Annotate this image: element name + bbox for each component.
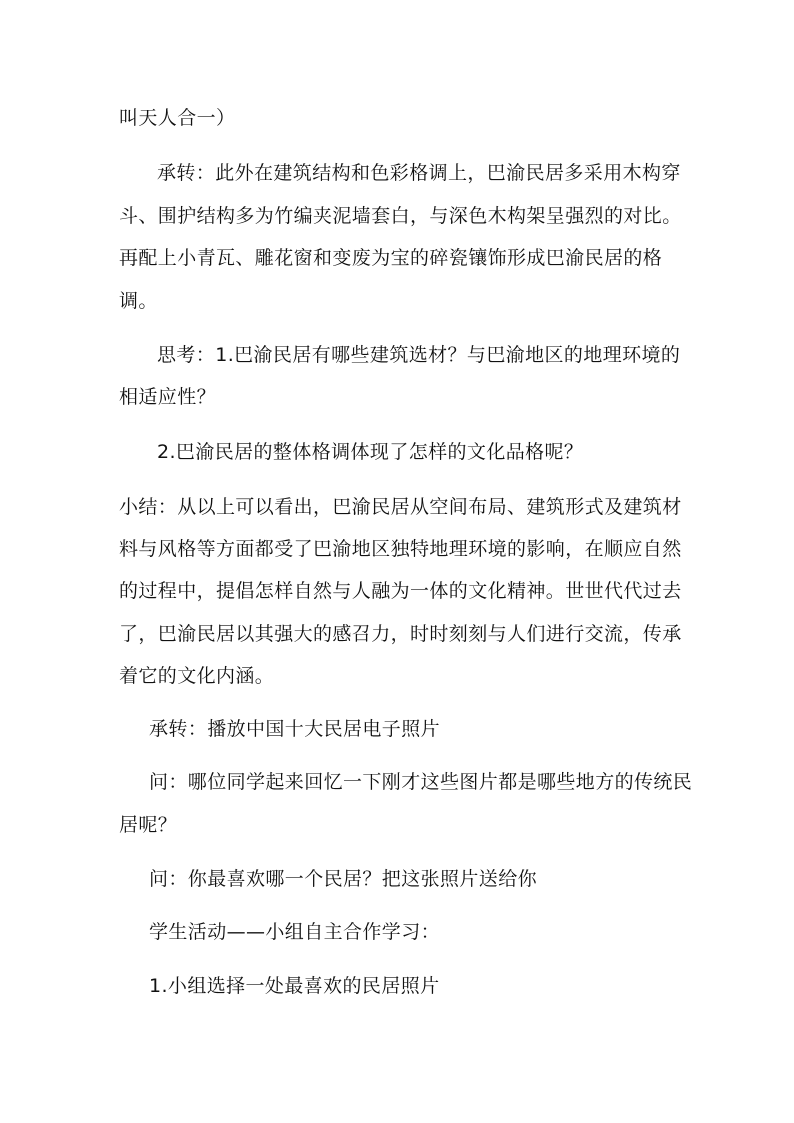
text-line-18: 学生活动——小组自主合作学习： <box>149 921 441 943</box>
text-line-19: 1.小组选择一处最喜欢的民居照片 <box>149 975 440 997</box>
text-line-4: 再配上小青瓦、雕花窗和变废为宝的碎瓷镶饰形成巴渝民居的格 <box>119 247 663 269</box>
text-line-15: 问：哪位同学起来回忆一下刚才这些图片都是哪些地方的传统民 <box>149 771 693 793</box>
text-line-16: 居呢？ <box>119 814 178 836</box>
text-line-11: 的过程中，提倡怎样自然与人融为一体的文化精神。世世代代过去 <box>119 580 682 602</box>
text-line-9: 小结：从以上可以看出，巴渝民居从空间布局、建筑形式及建筑材 <box>119 496 682 518</box>
text-line-7: 相适应性？ <box>119 386 217 408</box>
text-line-14: 承转：播放中国十大民居电子照片 <box>149 718 441 740</box>
text-line-10: 料与风格等方面都受了巴渝地区独特地理环境的影响，在顺应自然 <box>119 538 682 560</box>
text-line-8: 2.巴渝民居的整体格调体现了怎样的文化品格呢？ <box>157 441 584 463</box>
text-line-2: 承转：此外在建筑结构和色彩格调上，巴渝民居多采用木构穿 <box>157 162 681 184</box>
text-line-12: 了，巴渝民居以其强大的感召力，时时刻刻与人们进行交流，传承 <box>119 623 682 645</box>
text-line-13: 着它的文化内涵。 <box>119 665 275 687</box>
text-line-5: 调。 <box>119 290 158 312</box>
text-line-3: 斗、围护结构多为竹编夹泥墙套白，与深色木构架呈强烈的对比。 <box>119 205 682 227</box>
text-line-6: 思考：1.巴渝民居有哪些建筑选材？与巴渝地区的地理环境的 <box>157 344 681 366</box>
text-line-17: 问：你最喜欢哪一个民居？把这张照片送给你 <box>149 868 538 890</box>
text-line-1: 叫天人合一） <box>119 107 236 129</box>
